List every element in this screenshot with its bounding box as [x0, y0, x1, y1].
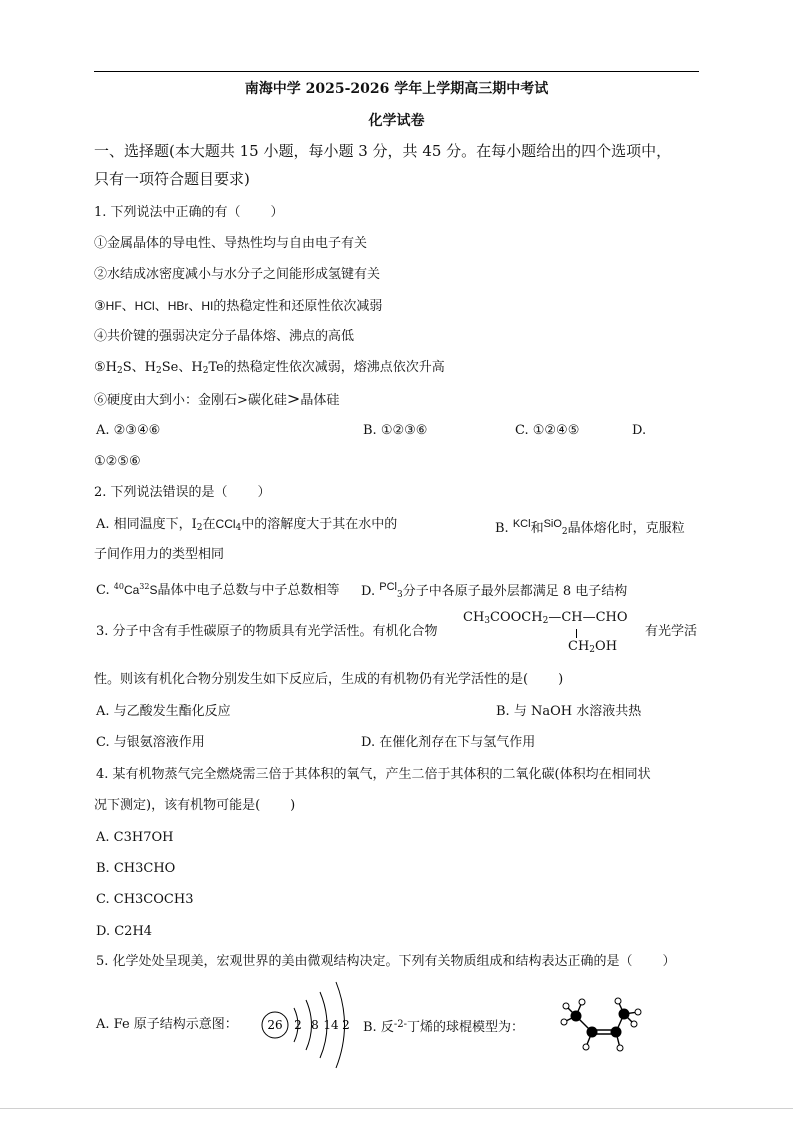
q5-stem-text: 5. 化学处处呈现美，宏观世界的美由微观结构决定。下列有关物质组成和结构表达正确的是（: [96, 954, 633, 969]
fe-atomic-structure-diagram: [256, 980, 366, 1070]
q2-b-kcl: KCl: [512, 518, 531, 530]
q2-b-sio-sub: 2: [561, 527, 568, 537]
q1-statement-1: ①金属晶体的导电性、导热性均与自由电子有关: [94, 236, 368, 251]
q5-b-dash1: -: [393, 1019, 398, 1030]
q1-s3-sep1: 、: [121, 299, 135, 314]
q4-option-b[interactable]: B. CH3CHO: [96, 861, 176, 876]
shell-1-electrons: 2: [294, 1018, 302, 1032]
q2-c-s: S: [149, 583, 158, 597]
exam-subtitle: 化学试卷: [368, 113, 425, 129]
q3-stem: 3. 分子中含有手性碳原子的物质具有光学活性。有机化合物: [96, 624, 438, 639]
q3-stem-tail: 有光学活: [645, 624, 698, 639]
q1-s3-hf: HF: [105, 299, 122, 313]
q1-s5-sub3: 2: [202, 366, 209, 376]
q5-option-b[interactable]: [363, 1017, 524, 1036]
q1-s5-end: 的热稳定性依次减弱，熔沸点依次升高: [223, 360, 445, 375]
q2-c-ca: Ca: [123, 583, 140, 597]
q2-a-i: I: [191, 517, 197, 532]
q1-s6-b: 晶体硅: [300, 393, 340, 408]
section-heading-line2: 只有一项符合题目要求): [94, 170, 250, 188]
struct-sub3: 3: [484, 616, 491, 626]
q4-option-c[interactable]: C. CH3COCH3: [96, 892, 194, 907]
q4-stem: 4. 某有机物蒸气完全燃烧需三倍于其体积的氧气，产生二倍于其体积的二氧化碳(体积均在相同状: [96, 767, 651, 782]
nucleus-charge: 26: [267, 1018, 283, 1032]
q2-a-in: 在: [202, 517, 216, 532]
q1-s3-end: 的热稳定性和还原性依次减弱: [213, 299, 383, 314]
shell-2-electrons: 8: [311, 1018, 319, 1032]
q2-d-pcl: PCl: [379, 581, 397, 593]
q4-stem2-close: ): [290, 798, 296, 813]
q2-c-mass40: 40: [113, 582, 124, 591]
q1-s5-num: ⑤: [94, 360, 106, 375]
q1-option-d-value: ①②⑤⑥: [94, 454, 141, 469]
q1-s3-sep3: 、: [188, 299, 202, 314]
q2-d-pcl-sub: 3: [396, 590, 403, 600]
q1-s3-hcl: HCl: [134, 299, 155, 313]
q5-b-dash2: -: [403, 1019, 407, 1030]
q1-statement-2: ②水结成冰密度减小与水分子之间能形成氢键有关: [94, 267, 381, 282]
q5-stem: [96, 954, 676, 970]
struct-branch-sub2: 2: [589, 645, 596, 655]
organic-structure-formula: [463, 610, 643, 660]
q5-b-end: 丁烯的球棍模型为：: [406, 1020, 524, 1035]
structure-branch-bond: [576, 629, 577, 638]
q2-stem: [94, 485, 271, 501]
q2-c-end: 晶体中电子总数与中子总数相等: [157, 583, 340, 598]
q1-s3-hbr: HBr: [167, 299, 189, 313]
q3-stem-continued: [94, 672, 563, 688]
q5-b-pre: B. 反: [363, 1020, 394, 1035]
q1-statement-3: [94, 298, 382, 315]
q2-b-sio: SiO: [543, 518, 562, 530]
struct-ch-cho: —CH—CHO: [548, 610, 628, 625]
q1-stem-close: ）: [270, 205, 284, 220]
exam-title: 南海中学 2025-2026 学年上学期高三期中考试: [244, 81, 549, 97]
structure-branch: [568, 639, 617, 655]
q4-stem2-text: 况下测定)，该有机物可能是(: [94, 798, 261, 813]
q4-option-d[interactable]: D. C2H4: [96, 924, 153, 939]
q1-s5-sub2: 2: [156, 366, 162, 376]
q2-a-pre: A. 相同温度下，: [96, 517, 192, 532]
header-rule: [94, 71, 699, 72]
q1-s3-hi: HI: [201, 299, 214, 313]
trans-2-butene-ball-stick-model: [560, 998, 645, 1056]
q3-option-d[interactable]: D. 在催化剂存在下与氢气作用: [361, 735, 536, 750]
q1-option-c[interactable]: C. ①②④⑤: [515, 423, 580, 438]
q2-d-pre: D.: [361, 584, 376, 599]
footer-rule: [0, 1108, 793, 1109]
q1-s3-sep2: 、: [154, 299, 168, 314]
q1-option-d[interactable]: D.: [632, 423, 647, 438]
q1-s5-se: Se: [161, 360, 179, 375]
q1-s6-a: ⑥硬度由大到小：金刚石>碳化硅: [94, 393, 287, 408]
q4-option-a[interactable]: A. C3H7OH: [96, 830, 174, 845]
q2-option-a[interactable]: [96, 516, 397, 536]
q2-stem-text: 2. 下列说法错误的是（: [94, 485, 228, 500]
q1-option-a[interactable]: A. ②③④⑥: [96, 423, 161, 438]
structure-main-chain: [463, 610, 628, 626]
q2-a-ccl: CCl: [215, 517, 236, 531]
q2-b-and: 和: [530, 521, 544, 536]
q2-option-d[interactable]: [361, 579, 627, 603]
q3-cont-close: ): [558, 672, 564, 687]
struct-sub2: 2: [542, 616, 549, 626]
q1-s5-sep2: 、: [178, 360, 192, 375]
q2-b-end: 晶体熔化时，克服粒: [567, 521, 685, 536]
q2-b-pre: B.: [495, 521, 509, 536]
q3-option-c[interactable]: C. 与银氨溶液作用: [96, 735, 205, 750]
hydrogen-atoms: [561, 998, 641, 1051]
q1-s6-gt: >: [286, 389, 301, 408]
q2-option-b[interactable]: [495, 516, 685, 540]
q5-b-two: 2: [397, 1019, 404, 1030]
section-heading-line1: 一、选择题(本大题共 15 小题，每小题 3 分，共 45 分。在每小题给出的四个选项中，: [94, 142, 672, 160]
q1-statement-4: ④共价键的强弱决定分子晶体熔、沸点的高低: [94, 329, 355, 344]
q2-a-i-sub: 2: [196, 523, 203, 533]
struct-branch-oh: OH: [595, 639, 618, 654]
struct-branch-ch: CH: [568, 639, 590, 654]
q3-option-b[interactable]: B. 与 NaOH 水溶液共热: [496, 704, 642, 719]
q1-s5-s: S: [122, 360, 132, 375]
q1-s5-h2: H: [144, 360, 156, 375]
q2-option-c[interactable]: [96, 579, 340, 599]
q1-s5-sub1: 2: [117, 366, 123, 376]
q1-s5-h1: H: [105, 360, 117, 375]
q3-option-a[interactable]: A. 与乙酸发生酯化反应: [96, 704, 231, 719]
q3-cont-text: 性。则该有机化合物分别发生如下反应后，生成的有机物仍有光学活性的是(: [94, 672, 529, 687]
shell-3-electrons: 14: [323, 1018, 339, 1032]
q2-a-end: 中的溶解度大于其在水中的: [241, 517, 398, 532]
model-bonds: [564, 1001, 638, 1048]
q2-option-b-continued: 子间作用力的类型相同: [94, 547, 225, 562]
q1-s5-h3: H: [191, 360, 203, 375]
struct-ch: CH: [463, 610, 485, 625]
struct-cooch: COOCH: [490, 610, 543, 625]
q5-option-a[interactable]: A. Fe 原子结构示意图：: [96, 1017, 238, 1032]
q2-c-mass32: 32: [139, 582, 150, 591]
q2-d-end: 分子中各原子最外层都满足 8 电子结构: [402, 584, 628, 599]
q1-option-b[interactable]: B. ①②③⑥: [363, 423, 428, 438]
q1-stem-text: 1. 下列说法中正确的有（: [94, 205, 241, 220]
q1-s5-te: Te: [208, 360, 224, 375]
q2-stem-close: ）: [257, 485, 271, 500]
q4-stem-continued: [94, 798, 295, 814]
q1-s5-sep1: 、: [131, 360, 145, 375]
q1-statement-5: [94, 360, 445, 379]
q1-stem: [94, 205, 284, 221]
q1-s3-num: ③: [94, 299, 106, 314]
shell-4-electrons: 2: [342, 1018, 350, 1032]
q2-a-ccl-sub: 4: [235, 523, 242, 533]
q2-c-pre: C.: [96, 583, 110, 598]
q1-statement-6: [94, 391, 339, 409]
q5-stem-close: ）: [662, 954, 676, 969]
